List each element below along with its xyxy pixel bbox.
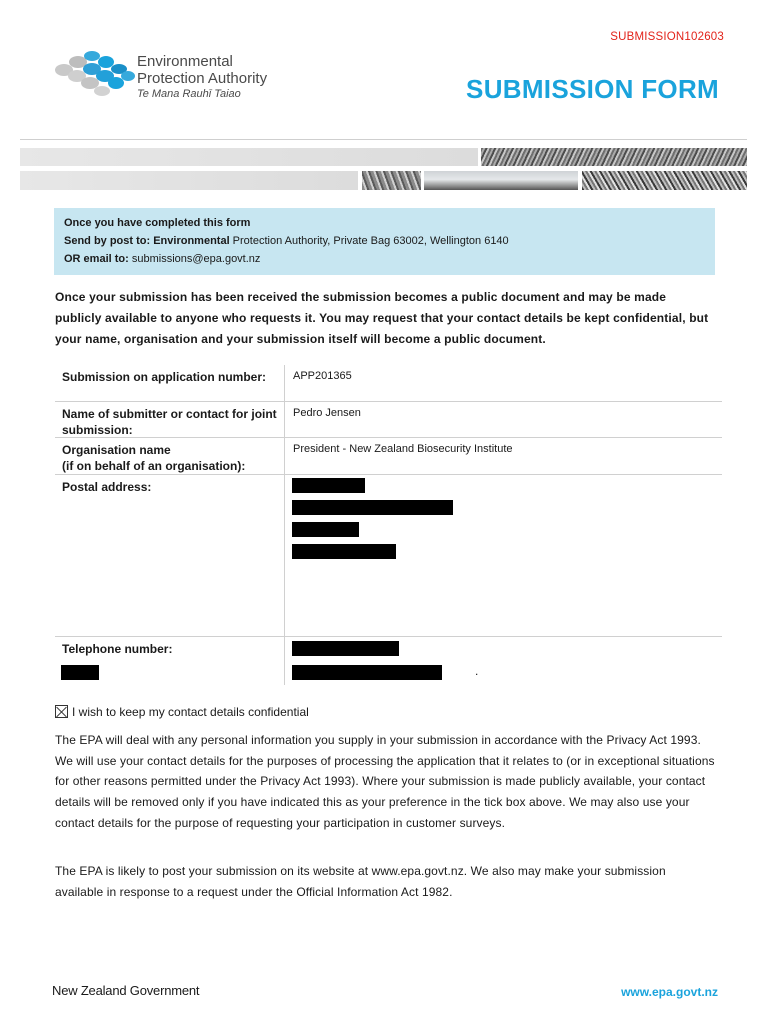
public-document-notice: Once your submission has been received the submission becomes a public document and may be made publicly available to anyone who requests it. You may request that your contact details be kept confidential, but your name, organisation and your submission itself will become a public document. — [55, 290, 709, 346]
website-paragraph: The EPA is likely to post your submission on its website at www.epa.govt.nz. We also may make your submission available in response to a request under the Official Information Act 1982. — [55, 864, 666, 899]
banner-photo-3 — [582, 171, 747, 190]
header-divider — [20, 139, 747, 140]
footer-website-link[interactable]: www.epa.govt.nz — [621, 985, 718, 999]
org-name-line1: Environmental — [137, 53, 233, 70]
email-label: OR email to: — [64, 253, 129, 265]
submission-id: SUBMISSION102603 — [610, 31, 724, 43]
redacted-email-label — [61, 665, 99, 680]
post-address: Protection Authority, Private Bag 63002, Wellington 6140 — [229, 235, 509, 247]
confidential-option[interactable] — [55, 705, 309, 719]
post-label: Send by post to: Environmental — [64, 235, 230, 247]
redacted-telephone — [292, 641, 399, 656]
organisation-label-line2: (if on behalf of an organisation): — [62, 459, 246, 473]
redacted-address-line-1 — [292, 478, 365, 493]
confidential-label: I wish to keep my contact details confidential — [72, 705, 309, 719]
page-title: SUBMISSION FORM — [466, 74, 719, 104]
post-instructions — [64, 235, 509, 247]
row-application-number — [55, 365, 722, 402]
row-email — [55, 661, 722, 683]
banner-photo-2 — [424, 171, 578, 190]
banner-strip-bottom — [20, 171, 358, 190]
redacted-address-line-4 — [292, 544, 396, 559]
banner-photo-1 — [362, 171, 421, 190]
redacted-email — [292, 665, 442, 680]
application-number-label: Submission on application number: — [62, 370, 267, 384]
privacy-paragraph: The EPA will deal with any personal information you supply in your submission in accordance with the Privacy Act 1993. We will use your contact details for the purposes of processing the application that it relates to (or in exceptional situations for other reasons permitted under the Privacy Act 1993). Where your submission is made publicly available, your contact details will be removed only if you have indicated this as your preference in the tick box above. We may also use your contact details for the purpose of requesting your participation in customer surveys. — [55, 733, 715, 830]
row-postal-address — [55, 475, 722, 637]
nz-government-logo: New Zealand Government — [52, 983, 200, 998]
instructions-box — [54, 208, 715, 275]
confidential-checkbox[interactable] — [55, 705, 68, 718]
email-instructions — [64, 253, 260, 265]
submitter-name-label: Name of submitter or contact for joint submission: — [62, 407, 277, 437]
application-number-field[interactable]: APP201365 — [293, 370, 352, 382]
org-name — [137, 53, 267, 100]
row-submitter-name — [55, 402, 722, 438]
row-telephone — [55, 637, 722, 659]
org-name-line2: Protection Authority — [137, 70, 268, 87]
redacted-address-line-2 — [292, 500, 453, 515]
organisation-label-line1: Organisation name — [62, 443, 171, 457]
email-address: submissions@epa.govt.nz — [128, 253, 261, 265]
email-suffix: . — [475, 664, 479, 678]
row-organisation — [55, 438, 722, 475]
banner-strip-top — [20, 148, 478, 166]
organisation-field[interactable]: President - New Zealand Biosecurity Institute — [293, 443, 513, 455]
banner-photo-top — [481, 148, 747, 166]
org-name-maori: Te Mana Rauhī Taiao — [137, 88, 241, 100]
instructions-heading: Once you have completed this form — [64, 217, 251, 229]
telephone-label: Telephone number: — [62, 642, 173, 656]
postal-address-label: Postal address: — [62, 480, 152, 494]
redacted-address-line-3 — [292, 522, 359, 537]
submitter-name-field[interactable]: Pedro Jensen — [293, 407, 361, 419]
organisation-label — [62, 442, 277, 474]
